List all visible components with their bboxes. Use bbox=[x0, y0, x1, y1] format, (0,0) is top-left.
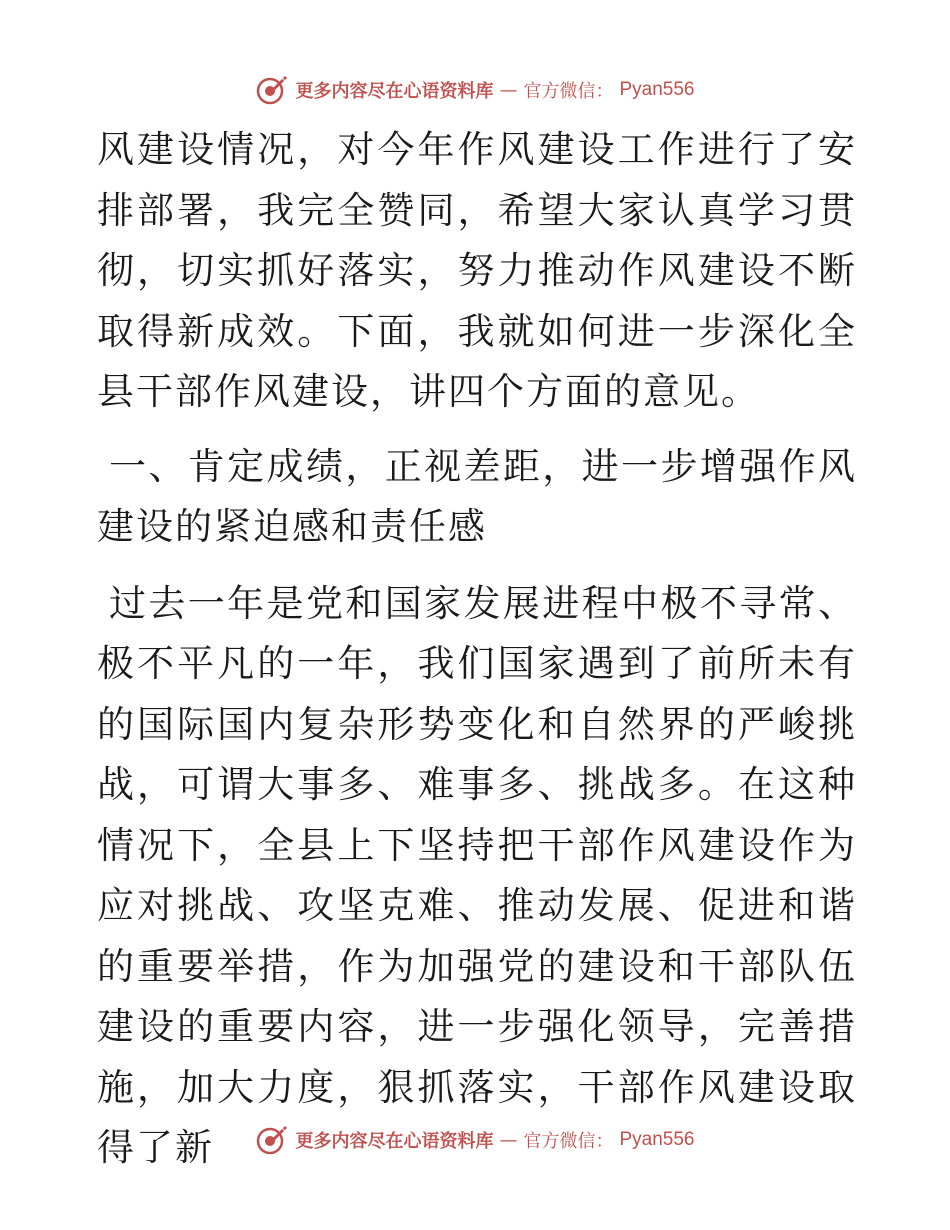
banner-dash: — bbox=[499, 79, 518, 101]
footer-banner bbox=[0, 1120, 950, 1160]
banner-dash: — bbox=[499, 1129, 518, 1151]
paragraph-intro: 风建设情况，对今年作风建设工作进行了安排部署，我完全赞同，希望大家认真学习贯彻，切实抓好落实，努力推动作风建设不断取得新成效。下面，我就如何进一步深化全县干部作风建设，讲四个方面的意见。 bbox=[97, 128, 857, 413]
banner-wechat-id: Pyan556 bbox=[619, 79, 695, 100]
banner-wechat-label: 官方微信： bbox=[523, 81, 614, 102]
paragraph-body: 过去一年是党和国家发展进程中极不寻常、极不平凡的一年，我们国家遇到了前所未有的国际国内复杂形势变化和自然界的严峻挑战，可谓大事多、难事多、挑战多。在这种情况下，全县上下坚持把干部作风建设作为应对挑战、攻坚克难、推动发展、促进和谐的重要举措，作为加强党的建设和干部队伍建设的重要内容，进一步强化领导，完善措施，加大力度，狠抓落实，干部作风建设取得了新 bbox=[97, 581, 857, 1169]
banner-site-text: 更多内容尽在心语资料库 bbox=[295, 1131, 494, 1152]
banner-wechat-label: 官方微信： bbox=[523, 1131, 614, 1152]
header-banner bbox=[0, 70, 950, 110]
pen-logo-icon bbox=[255, 73, 289, 107]
section-heading: 一、肯定成绩，正视差距，进一步增强作风建设的紧迫感和责任感 bbox=[97, 444, 857, 548]
pen-logo-icon bbox=[255, 1123, 289, 1157]
banner-site-text: 更多内容尽在心语资料库 bbox=[295, 81, 494, 102]
document-body bbox=[97, 120, 857, 1179]
banner-wechat-id: Pyan556 bbox=[619, 1129, 695, 1150]
